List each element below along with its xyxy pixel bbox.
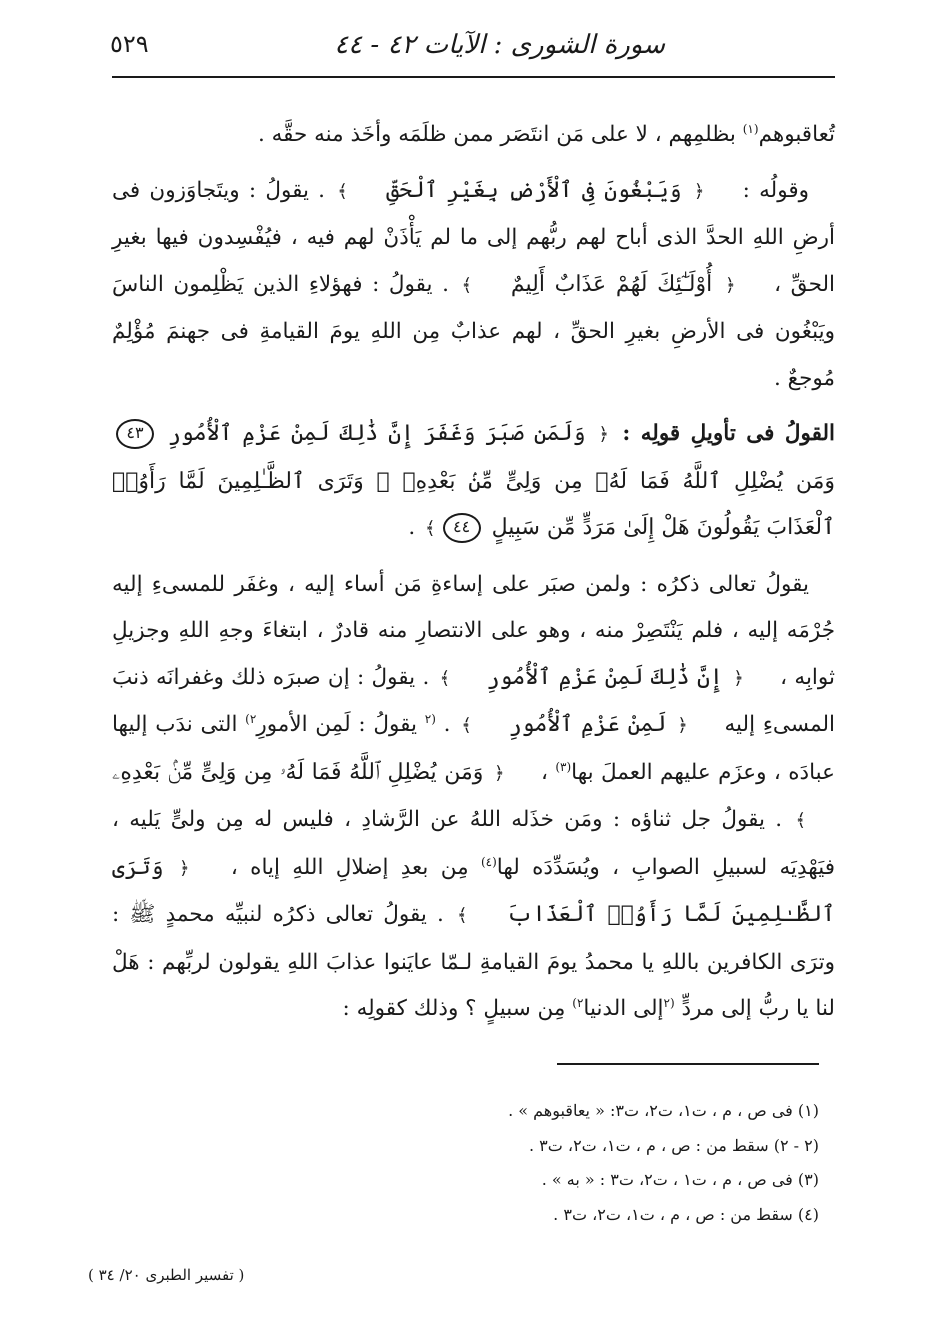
quran-bracket-close: ﴾	[461, 274, 473, 296]
section-heading: القولُ فى تأويلِ قولِه :	[611, 421, 835, 446]
paragraph-3	[112, 411, 835, 553]
text-run: مِن بعدِ إضلالِ اللهِ إياه ،	[218, 854, 481, 880]
footnote-ref: (٣)	[555, 759, 572, 774]
text-run: يقولُ : لَمِن الأمورِ	[256, 712, 425, 737]
text-run: التى ندَب إليها عبادَه ، وعزَم عليهم العملَ بها	[112, 712, 835, 785]
text-run: بظلمِهم ، لا على مَن انتَصَر ممن ظلَمَه وأخَذ منه حقَّه .	[257, 122, 743, 147]
text-run: إلى الدنيا	[583, 996, 664, 1021]
quran-bracket-open: ﴿	[693, 180, 705, 202]
footnote-1: (١) فى ص ، م ، ت١، ت٢، ت٣: « يعاقبوهم » .	[508, 1101, 819, 1120]
page-number: ٥٢٩	[110, 30, 149, 58]
body-text	[112, 112, 835, 1042]
quran-bracket-close: ﴾	[457, 905, 468, 926]
quran-quote: أُوْلَـٰٓئِكَ لَهُمْ عَذَابٌ أَلِيمٌ	[501, 271, 722, 297]
footnote-ref: (١)	[742, 121, 759, 136]
footnote-ref: ٢)	[245, 711, 257, 726]
text-run: مِن سبيلٍ ؟ وذلك كقولِه :	[342, 996, 573, 1021]
quran-bracket-close: ﴾	[439, 667, 451, 689]
quran-bracket-close: ﴾	[795, 810, 806, 831]
page-header	[110, 30, 835, 70]
text-run: . يقولُ جل ثناؤه : ومَن خذَله اللهُ عن الرَّشادِ ، فليس له مِن ولىٍّ يَليه ، فيَهْدِيَه لسبيلِ الصوابِ ، ويُسَدِّدَه لها	[112, 807, 835, 880]
quran-bracket-open: ﴿	[677, 715, 688, 736]
text-run: وقولُه :	[733, 177, 809, 203]
text-run: . يقولُ : فهؤلاءِ الذين يَظْلِمون الناسَ ويَبْغُون فى الأرضِ بغيرِ الحقِّ ، لهم عذابٌ مِن اللهِ يومَ القيامةِ فى جهنمَ مُؤْلِمٌ مُوجعٌ .	[112, 271, 835, 391]
paragraph-1	[112, 112, 835, 159]
footnote-4: (٤) سقط من : ص ، م ، ت١، ت٢، ت٣ .	[553, 1204, 819, 1224]
quran-bracket-open: ﴿	[493, 762, 505, 784]
quran-bracket-close: ﴾	[425, 518, 436, 539]
text-run: ،	[533, 759, 556, 785]
footnotes	[300, 1094, 819, 1232]
quran-quote: وَيَبْغُونَ فِى ٱلْأَرْضِ بِغَيْرِ ٱلْحَقِّ	[376, 177, 691, 203]
footnote-ref: (٢	[424, 711, 436, 726]
text-run: تُعاقبوهم	[758, 122, 835, 147]
footnote-ref: (٤)	[480, 854, 497, 869]
quran-quote: وَتَرَى ٱلظَّـٰلِمِينَ لَمَّا رَأَوُا۟ ٱلْعَذَابَ	[112, 854, 835, 927]
footnote-separator	[557, 1063, 819, 1065]
quran-bracket-open: ﴿	[733, 667, 744, 689]
quran-quote: إِنَّ ذَٰلِكَ لَمِنْ عَزْمِ ٱلْأُمُورِ	[479, 664, 731, 690]
footnote-ref: (٢	[663, 995, 675, 1010]
text-run: يقولُ تعالى ذكرُه : ولمن صبَر على إساءةِ مَن أساء إليه ، وغفَر للمسىءِ إليه جُرْمَه إليه ، فلم يَنْتَصِرْ منه ، وهو على الانتصارِ منه قادرٌ ، ابتغاءَ وجهِ اللهِ وجزيلِ ثوابِه ،	[112, 571, 835, 690]
text-run: .	[435, 712, 459, 737]
footnote-ref: ٢)	[572, 995, 584, 1010]
footnote-2: (٢ - ٢) سقط من : ص ، م ، ت١، ت٢، ت٣ .	[529, 1135, 819, 1155]
quran-bracket-close: ﴾	[337, 180, 348, 202]
quran-quote: وَمَن يُضْلِلِ ٱللَّهُ فَمَا لَهُۥ مِن وَلِىٍّ مِّنۢ بَعْدِهِۦ ۗ وَتَرَى ٱلظَّـٰلِمِينَ لَمَّا رَأَوُا۟ ٱلْعَذَابَ يَقُولُونَ هَلْ إِلَىٰ مَرَدٍّ مِّن سَبِيلٍ	[112, 468, 835, 540]
quran-quote: وَمَن يُضْلِلِ ٱللَّهُ فَمَا لَهُۥ مِن وَلِىٍّ مِّنۢ بَعْدِهِۦ	[112, 759, 491, 785]
quran-bracket-open: ﴿	[725, 274, 736, 296]
quran-bracket-open: ﴿	[598, 424, 609, 445]
header-rule	[112, 76, 835, 78]
text-run: . يقولُ : إن صبرَه ذلك وغفرانَه ذنبَ المسىءِ إليه	[112, 664, 835, 737]
running-title: سورة الشورى : الآيات ٤٢ - ٤٤	[334, 30, 665, 60]
ayah-number-marker: ٤٤	[443, 513, 481, 543]
footnote-3: (٣) فى ص ، م ، ت١ ، ت٢، ت٣ : « به » .	[541, 1170, 819, 1189]
text-run: .	[408, 515, 423, 540]
paragraph-2	[112, 168, 835, 403]
text-run: . يقولُ : ويتَجاوَزون فى أرضِ اللهِ الحدَّ الذى أباح لهم ربُّهم إلى ما لم يَأْذَنْ لهم فيه ، فيُفْسِدون فيها بغيرِ الحقِّ ،	[112, 177, 836, 297]
ayah-number-marker: ٤٣	[116, 419, 154, 449]
book-reference: ( تفسير الطبرى ٢٠/ ٣٤ )	[88, 1266, 245, 1284]
text-run: . يقولُ تعالى ذكرُه لنبيِّه محمدٍ ﷺ : وترَى الكافرين باللهِ يا محمدُ يومَ القيامةِ لـمّا عايَنوا عذابَ اللهِ يقولون لربِّهم : هَلْ لنا يا ربُّ إلى مردٍّ	[112, 902, 835, 1021]
quran-quote: وَلَمَن صَبَرَ وَغَفَرَ إِنَّ ذَٰلِكَ لَمِنْ عَزْمِ ٱلْأُمُورِ	[158, 421, 596, 446]
quran-bracket-close: ﴾	[461, 715, 472, 736]
paragraph-4	[112, 562, 835, 1033]
quran-bracket-open: ﴿	[179, 857, 190, 879]
quran-quote: لَمِنْ عَزْمِ ٱلْأُمُورِ	[500, 712, 675, 737]
